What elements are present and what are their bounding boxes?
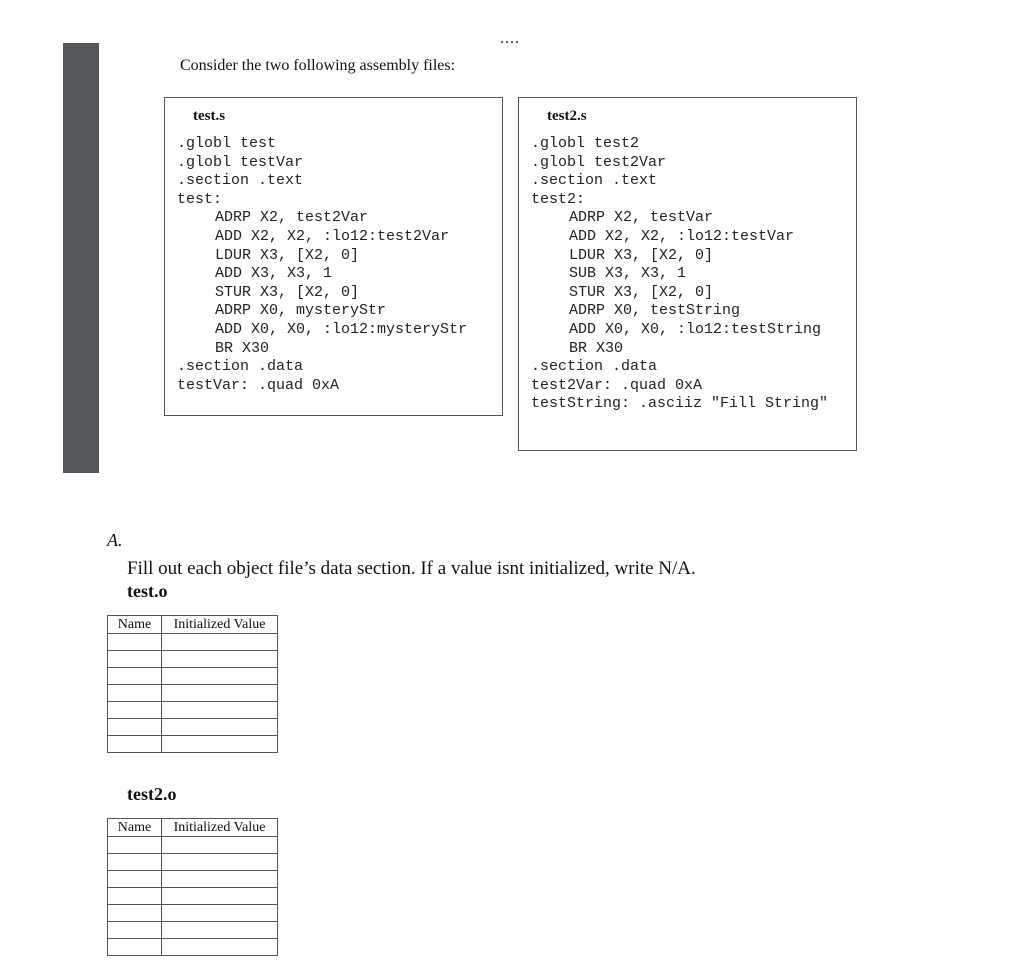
code-line: ADD X3, X3, 1 <box>215 265 333 283</box>
table-row <box>108 905 278 922</box>
name-cell[interactable] <box>108 939 162 956</box>
table-row <box>108 871 278 888</box>
table-row <box>108 702 278 719</box>
table-row <box>108 685 278 702</box>
code-line: .section .data <box>531 358 658 376</box>
value-cell[interactable] <box>162 719 278 736</box>
code-line: ADD X2, X2, :lo12:test2Var <box>215 227 450 245</box>
value-cell[interactable] <box>162 905 278 922</box>
code-box-test-s <box>164 97 503 416</box>
name-cell[interactable] <box>108 736 162 753</box>
table-row <box>108 888 278 905</box>
value-cell[interactable] <box>162 634 278 651</box>
code-line: STUR X3, [X2, 0] <box>569 283 714 301</box>
code-line: testVar: .quad 0xA <box>177 376 340 394</box>
instruction-text: Fill out each object file’s data section. If a value isnt initialized, write N/A. <box>127 558 696 579</box>
code-line: ADRP X2, testVar <box>569 209 714 227</box>
value-cell[interactable] <box>162 702 278 719</box>
name-cell[interactable] <box>108 719 162 736</box>
code-line: ADD X0, X0, :lo12:testString <box>569 320 822 338</box>
code-line: test: <box>177 190 223 208</box>
name-cell[interactable] <box>108 905 162 922</box>
code-line: .globl test2 <box>531 135 640 152</box>
name-cell[interactable] <box>108 871 162 888</box>
code-line: ADD X0, X0, :lo12:mysteryStr <box>215 320 468 338</box>
table-row <box>108 634 278 651</box>
column-header-initialized-value: Initialized Value <box>162 819 278 837</box>
code-line: ADRP X2, test2Var <box>215 209 369 227</box>
code-line: BR X30 <box>215 339 270 357</box>
code-line: ADRP X0, mysteryStr <box>215 302 387 320</box>
code-line: .globl testVar <box>177 153 304 171</box>
code-line: test2: <box>531 190 586 208</box>
table-header-row <box>108 616 278 634</box>
value-cell[interactable] <box>162 854 278 871</box>
code-line: BR X30 <box>569 339 624 357</box>
table-label-test-o: test.o <box>127 581 168 601</box>
code-line: ADRP X0, testString <box>569 302 741 320</box>
code-box-title: test.s <box>193 108 226 124</box>
table-row <box>108 939 278 956</box>
column-header-name: Name <box>108 616 162 634</box>
code-line: STUR X3, [X2, 0] <box>215 283 360 301</box>
table-row <box>108 736 278 753</box>
value-cell[interactable] <box>162 685 278 702</box>
code-line: test2Var: .quad 0xA <box>531 376 703 394</box>
page-side-bar <box>63 43 99 473</box>
code-listing <box>177 135 467 395</box>
name-cell[interactable] <box>108 702 162 719</box>
name-cell[interactable] <box>108 922 162 939</box>
value-cell[interactable] <box>162 651 278 668</box>
code-line: LDUR X3, [X2, 0] <box>569 246 714 264</box>
value-cell[interactable] <box>162 888 278 905</box>
value-cell[interactable] <box>162 922 278 939</box>
code-box-test2-s <box>518 97 857 451</box>
name-cell[interactable] <box>108 634 162 651</box>
table-label-test2-o: test2.o <box>127 784 177 804</box>
code-line: .globl test2Var <box>531 153 667 171</box>
table-row <box>108 719 278 736</box>
intro-text: Consider the two following assembly files: <box>180 57 456 74</box>
code-line: LDUR X3, [X2, 0] <box>215 246 360 264</box>
name-cell[interactable] <box>108 854 162 871</box>
table-row <box>108 668 278 685</box>
value-cell[interactable] <box>162 837 278 854</box>
table-row <box>108 837 278 854</box>
data-section-table-test2-o <box>107 818 278 956</box>
name-cell[interactable] <box>108 888 162 905</box>
name-cell[interactable] <box>108 685 162 702</box>
code-line: .section .data <box>177 358 304 376</box>
table-header-row <box>108 819 278 837</box>
code-line: .section .text <box>531 172 658 190</box>
code-line: ADD X2, X2, :lo12:testVar <box>569 227 795 245</box>
value-cell[interactable] <box>162 736 278 753</box>
value-cell[interactable] <box>162 871 278 888</box>
page-ellipsis: .... <box>500 30 520 47</box>
code-line: .globl test <box>177 135 277 152</box>
table-row <box>108 854 278 871</box>
table-row <box>108 651 278 668</box>
code-line: .section .text <box>177 172 304 190</box>
column-header-name: Name <box>108 819 162 837</box>
name-cell[interactable] <box>108 651 162 668</box>
name-cell[interactable] <box>108 668 162 685</box>
code-line: SUB X3, X3, 1 <box>569 265 687 283</box>
value-cell[interactable] <box>162 939 278 956</box>
data-section-table-test-o <box>107 615 278 753</box>
code-line: testString: .asciiz "Fill String" <box>531 395 829 413</box>
code-listing <box>531 135 828 414</box>
table-row <box>108 922 278 939</box>
column-header-initialized-value: Initialized Value <box>162 616 278 634</box>
name-cell[interactable] <box>108 837 162 854</box>
value-cell[interactable] <box>162 668 278 685</box>
code-box-title: test2.s <box>547 108 587 124</box>
part-label: A. <box>107 530 123 550</box>
